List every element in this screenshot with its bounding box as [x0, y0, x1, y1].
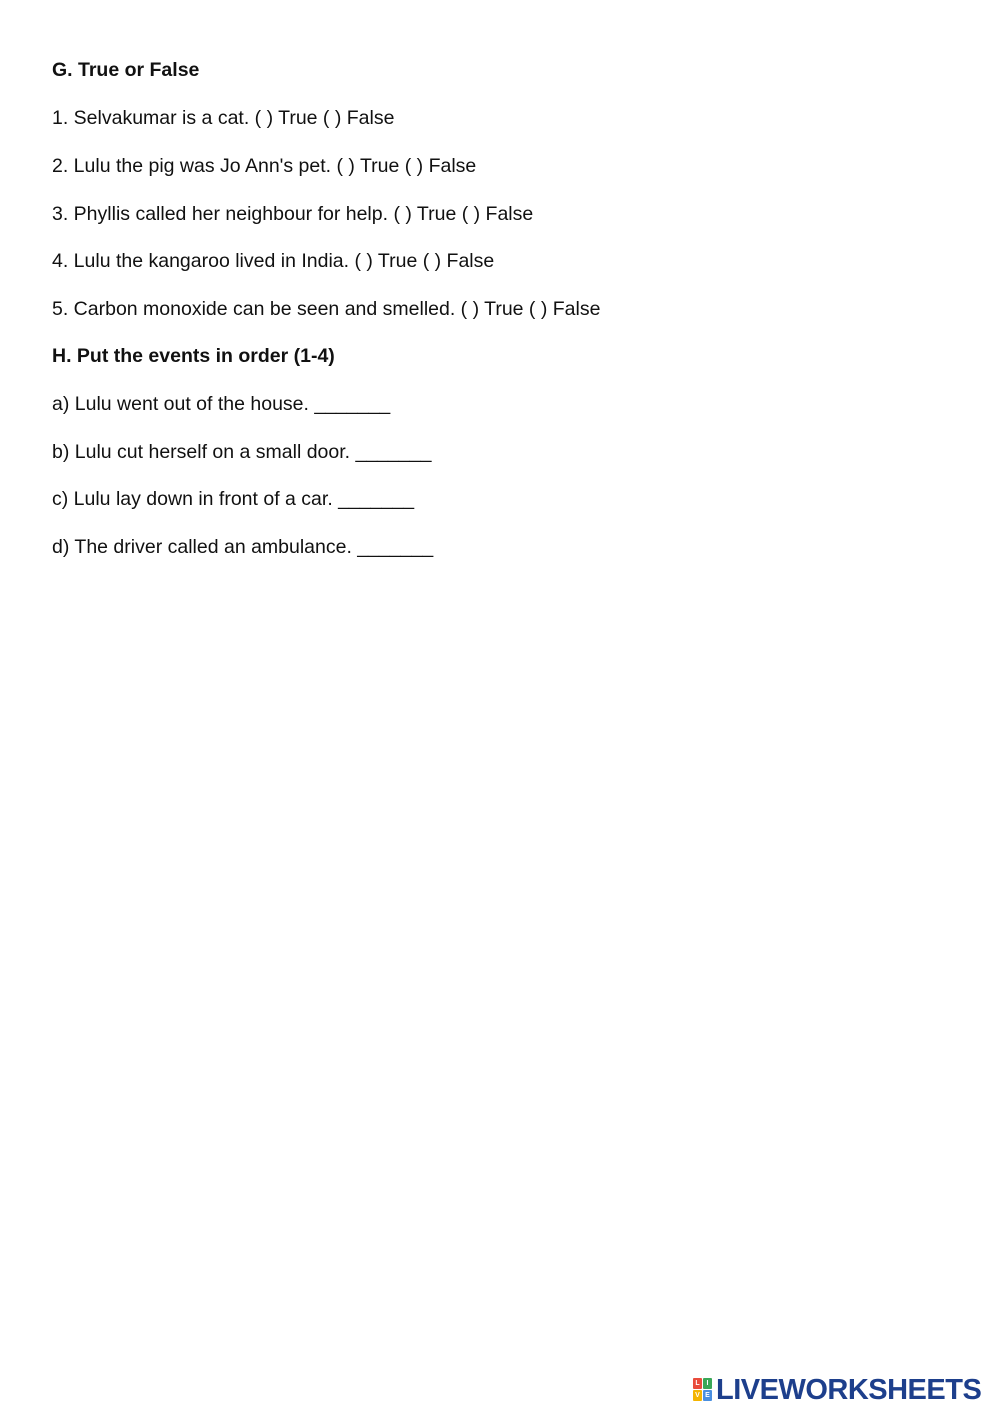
true-false-question-4: 4. Lulu the kangaroo lived in India. ( ) True ( ) False	[52, 250, 495, 272]
order-event-c: c) Lulu lay down in front of a car. _______	[52, 488, 415, 510]
true-false-question-1: 1. Selvakumar is a cat. ( ) True ( ) False	[52, 107, 395, 129]
logo-square-l: L	[693, 1378, 702, 1389]
true-false-question-5: 5. Carbon monoxide can be seen and smelled. ( ) True ( ) False	[52, 298, 601, 320]
section-h-heading: H. Put the events in order (1-4)	[52, 345, 335, 367]
section-g-heading: G. True or False	[52, 59, 200, 81]
liveworksheets-brand-text: LIVEWORKSHEETS	[716, 1374, 982, 1406]
logo-square-e: E	[703, 1390, 712, 1401]
true-false-question-2: 2. Lulu the pig was Jo Ann's pet. ( ) True ( ) False	[52, 155, 477, 177]
order-event-d: d) The driver called an ambulance. _______	[52, 536, 434, 558]
logo-square-v: V	[693, 1390, 702, 1401]
true-false-question-3: 3. Phyllis called her neighbour for help. ( ) True ( ) False	[52, 203, 534, 225]
liveworksheets-logo	[693, 1374, 981, 1406]
order-event-a: a) Lulu went out of the house. _______	[52, 393, 391, 415]
logo-square-i: I	[703, 1378, 712, 1389]
order-event-b: b) Lulu cut herself on a small door. _______	[52, 441, 432, 463]
liveworksheets-logo-icon	[693, 1378, 713, 1402]
